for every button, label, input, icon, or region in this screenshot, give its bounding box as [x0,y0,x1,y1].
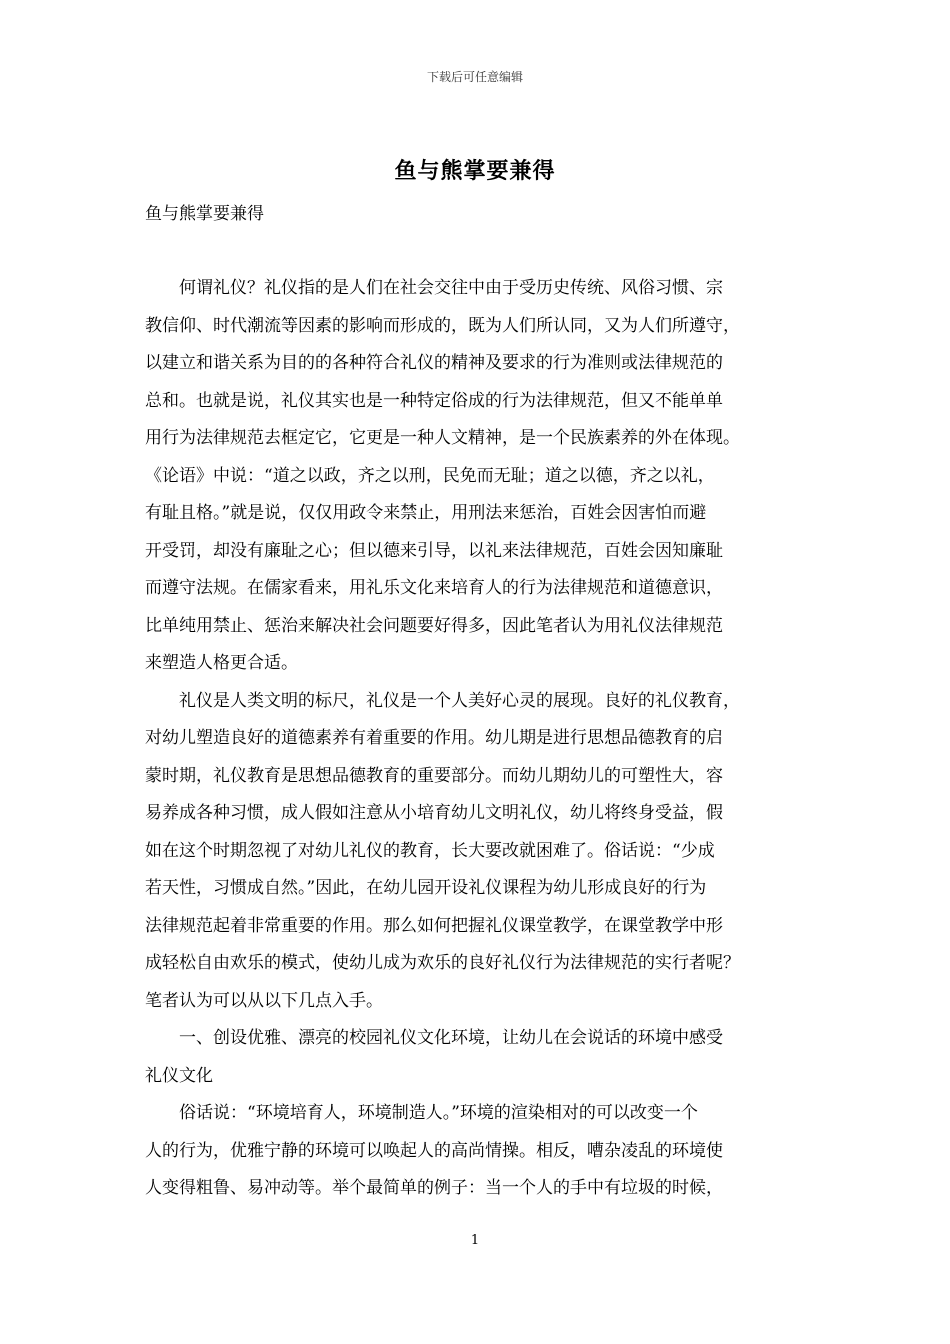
text-line: 而遵守法规。在儒家看来，用礼乐文化来培育人的行为法律规范和道德意识， [145,578,723,598]
text-line: 有耻且格。”就是说，仅仅用政令来禁止，用刑法来惩治，百姓会因害怕而避 [145,503,707,523]
paragraph [145,1095,810,1208]
page-number: 1 [470,1233,480,1248]
text-line: 若天性，习惯成自然。”因此，在幼儿园开设礼仪课程为幼儿形成良好的行为 [145,878,707,898]
document-title: 鱼与熊掌要兼得 [394,158,556,184]
text-line: 以建立和谐关系为目的的各种符合礼仪的精神及要求的行为准则或法律规范的 [145,353,723,373]
text-line: 人的行为，优雅宁静的环境可以唤起人的高尚情操。相反，嘈杂凌乱的环境使 [145,1140,723,1161]
text-line: 蒙时期，礼仪教育是思想品德教育的重要部分。而幼儿期幼儿的可塑性大，容 [145,765,723,786]
text-line: 一、创设优雅、漂亮的校园礼仪文化环境，让幼儿在会说话的环境中感受 [145,1028,723,1048]
text-line: 人变得粗鲁、易冲动等。举个最简单的例子：当一个人的手中有垃圾的时候， [145,1178,723,1198]
text-line: 比单纯用禁止、惩治来解决社会问题要好得多，因此笔者认为用礼仪法律规范 [145,615,723,636]
header-note: 下载后可任意编辑 [426,70,523,84]
text-line: 对幼儿塑造良好的道德素养有着重要的作用。幼儿期是进行思想品德教育的启 [145,728,723,748]
text-line: 成轻松自由欢乐的模式，使幼儿成为欢乐的良好礼仪行为法律规范的实行者呢？ [145,953,740,973]
paragraph [145,270,810,683]
text-line: 教信仰、时代潮流等因素的影响而形成的，既为人们所认同，又为人们所遵守， [145,315,740,336]
text-line: 来塑造人格更合适。 [145,653,298,673]
paragraph [145,683,810,1021]
text-line: 用行为法律规范去框定它，它更是一种人文精神，是一个民族素养的外在体现。 [145,428,740,448]
text-line: 礼仪是人类文明的标尺，礼仪是一个人美好心灵的展现。良好的礼仪教育， [145,690,740,711]
text-line: 总和。也就是说，礼仪其实也是一种特定俗成的行为法律规范，但又不能单单 [145,390,723,411]
paragraph [145,1020,810,1095]
text-line: 笔者认为可以从以下几点入手。 [145,990,383,1011]
document-body [145,270,810,1208]
text-line: 法律规范起着非常重要的作用。那么如何把握礼仪课堂教学，在课堂教学中形 [145,915,723,936]
text-line: 易养成各种习惯，成人假如注意从小培育幼儿文明礼仪，幼儿将终身受益，假 [145,803,723,823]
text-line: 如在这个时期忽视了对幼儿礼仪的教育，长大要改就困难了。俗话说：“少成 [145,840,715,861]
text-line: 何谓礼仪？礼仪指的是人们在社会交往中由于受历史传统、风俗习惯、宗 [145,278,723,298]
text-line: 礼仪文化 [145,1065,213,1086]
text-line: 俗话说：“环境培育人，环境制造人。”环境的渲染相对的可以改变一个 [145,1103,698,1123]
document-subtitle: 鱼与熊掌要兼得 [145,204,264,224]
text-line: 开受罚，却没有廉耻之心；但以德来引导，以礼来法律规范，百姓会因知廉耻 [145,540,723,561]
text-line: 《论语》中说：“道之以政，齐之以刑，民免而无耻；道之以德，齐之以礼， [145,465,715,486]
